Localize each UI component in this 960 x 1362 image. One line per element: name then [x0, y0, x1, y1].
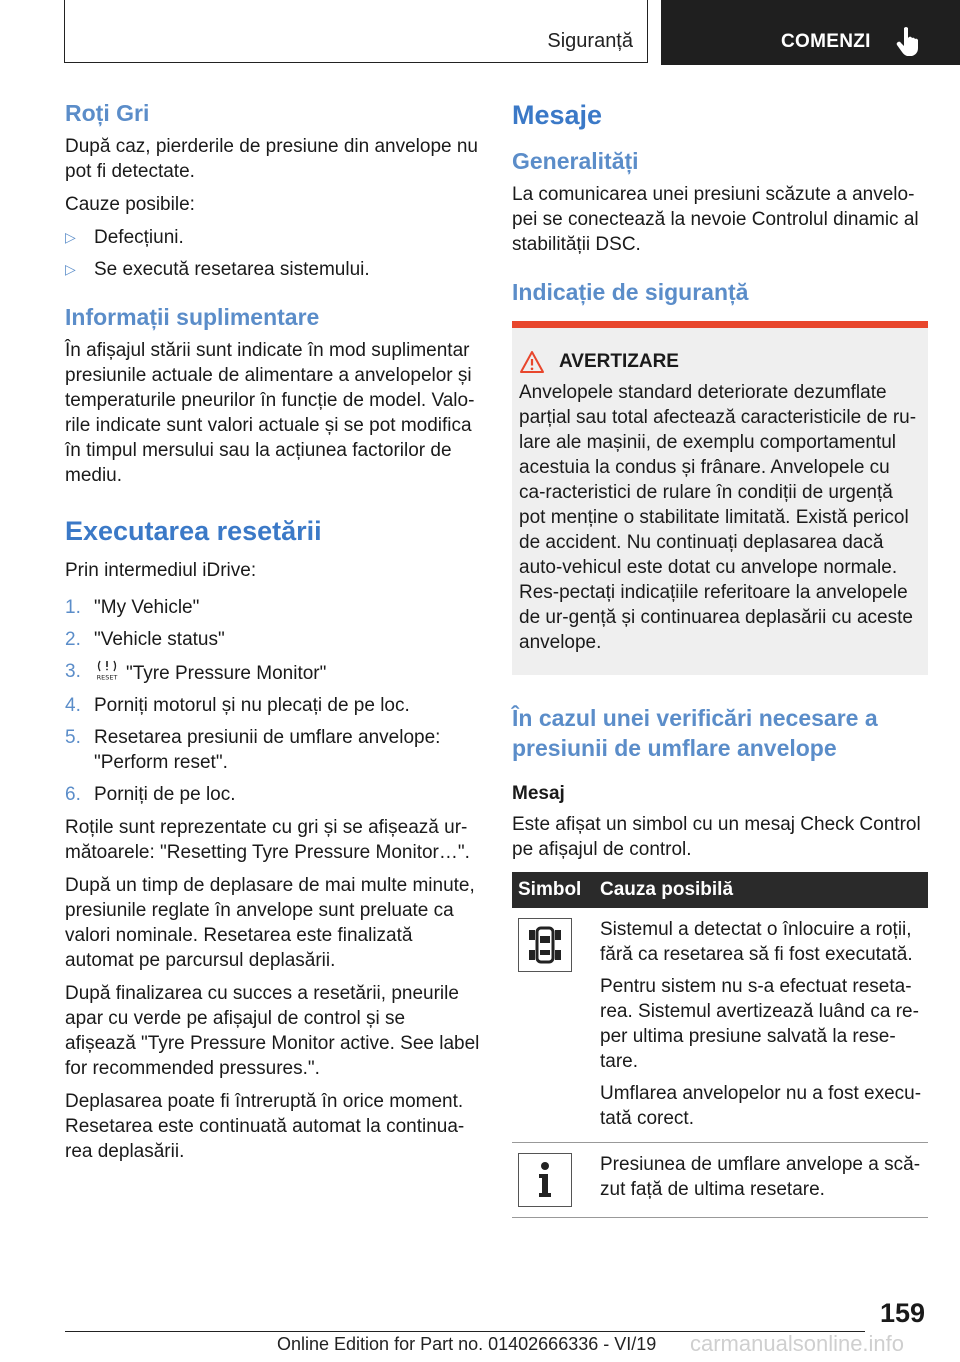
page-header [0, 0, 960, 66]
cause-text: Umflarea anvelopelor nu a fost execu-tată corect. [600, 1083, 922, 1129]
chapter-tab-label: COMENZI [781, 31, 871, 52]
table-row [512, 1143, 928, 1218]
edition-note: Online Edition for Part no. 01402666336 - VI/19 [277, 1334, 657, 1354]
table-row [512, 908, 928, 1143]
paragraph-idrive: Prin intermediul iDrive: [65, 560, 257, 581]
paragraph-reset-success: După finalizarea cu succes a resetării, pneurile apar cu verde pe afișajul de control și se afișează "Tyre Pressure Monitor active. See label for recommended pressures.". [65, 983, 480, 1079]
list-item: 6. Porniți de pe loc. [65, 784, 236, 805]
page-number: 159 [880, 1298, 926, 1328]
warning-title: AVERTIZARE [519, 350, 920, 374]
table-header-cause: Cauza posibilă [594, 872, 928, 908]
reset-steps-list [65, 595, 480, 807]
paragraph-interrupt: Deplasarea poate fi întreruptă în orice moment. Resetarea este continuată automat la continua-rea deplasării. [65, 1091, 465, 1162]
watermark: carmanualsonline.info [690, 1331, 905, 1356]
list-item: ▷ Se execută resetarea sistemului. [65, 259, 370, 280]
heading-safety-note: Indicație de siguranță [512, 279, 749, 305]
list-item: 5. Resetarea presiunii de umflare anvelope: "Perform reset". [65, 727, 441, 773]
paragraph-additional-info: În afișajul stării sunt indicate în mod suplimentar presiunile actuale de alimentare a anvelopelor și temperaturile pneurilor în funcție de model. Valo-rile indicate sunt valori actuale și se pot modifica în timpul mersului sau la acțiunea factorilor de mediu. [65, 340, 475, 486]
heading-perform-reset: Executarea resetării [65, 516, 322, 546]
paragraph-nominal-values: După un timp de deplasare de mai multe minute, presiunile reglate în anvelope sunt preluate ca valori nominale. Resetarea este finalizată automat pe parcursul deplasării. [65, 875, 475, 971]
svg-text:RESET: RESET [96, 673, 118, 681]
tyre-reset-icon [94, 659, 120, 681]
cause-text: Sistemul a detectat o înlocuire a roții, fără ca resetarea să fi fost executată. [600, 919, 913, 965]
warning-box [512, 321, 928, 675]
table-header-symbol: Simbol [512, 872, 594, 908]
warning-text: Anvelopele standard deteriorate dezumflate parțial sau total afectează caracteristicile de ru-lare ale mașinii, de exemplu comportamentul acestuia la condus și frânare. Anvelopele cu ca-racteristici de rulare în condiții de urgență pot menține o stabilitate limitată. Există pericol de accident. Nu continuați deplasarea dacă auto-vehicul este dotat cu anvelope normale. Res-pectați indicațiile referitoare la anvelopele de ur-gență și continuarea deplasării cu aceste anvelope. [519, 382, 917, 653]
bullet-triangle-icon: ▷ [65, 261, 76, 277]
paragraph-message: Este afișat un simbol cu un mesaj Check Control pe afișajul de control. [512, 814, 921, 860]
heading-additional-info: Informații suplimentare [65, 304, 320, 330]
list-item: ▷ Defecțiuni. [65, 227, 184, 248]
heading-general: Generalități [512, 148, 639, 174]
heading-grey-wheels: Roți Gri [65, 100, 150, 126]
car-wheels-icon [518, 918, 572, 972]
paragraph-grey-wheels: După caz, pierderile de presiune din anvelope nu pot fi detectate. [65, 136, 478, 182]
section-tab [64, 0, 648, 63]
heading-pressure-check: În cazul unei verificări necesare a presiunii de umflare anvelope [512, 705, 878, 761]
paragraph-general: La comunicarea unei presiuni scăzute a anvelo-pei se conectează la nevoie Controlul dinamic al stabilității DSC. [512, 184, 919, 255]
warning-triangle-icon [519, 350, 545, 374]
list-item: 4. Porniți motorul și nu plecați de pe loc. [65, 695, 410, 716]
list-item: 2. "Vehicle status" [65, 629, 225, 650]
left-column [65, 98, 480, 1172]
list-item: 3. RESET "Tyre Pressure Monitor" [65, 661, 327, 684]
heading-message: Mesaj [512, 783, 565, 804]
pointing-hand-icon [896, 26, 922, 56]
causes-list [65, 225, 480, 282]
cause-text: Presiunea de umflare anvelope a scă-zut față de ultima resetare. [600, 1154, 921, 1200]
heading-messages: Mesaje [512, 100, 603, 130]
symbol-table [512, 872, 928, 1218]
right-column [512, 98, 928, 1218]
info-icon [518, 1153, 572, 1207]
cause-text: Pentru sistem nu s-a efectuat reseta-rea. Sistemul avertizează luând ca re-per ultima presiune salvată la rese-tare. [600, 976, 919, 1072]
paragraph-causes: Cauze posibile: [65, 194, 195, 215]
chapter-tab[interactable] [661, 0, 960, 65]
section-title: Siguranță [547, 30, 633, 52]
list-item: 1. "My Vehicle" [65, 597, 200, 618]
bullet-triangle-icon: ▷ [65, 229, 76, 245]
paragraph-grey-display: Roțile sunt reprezentate cu gri și se afișează ur-mătoarele: "Resetting Tyre Pressure Monitor…". [65, 817, 470, 863]
